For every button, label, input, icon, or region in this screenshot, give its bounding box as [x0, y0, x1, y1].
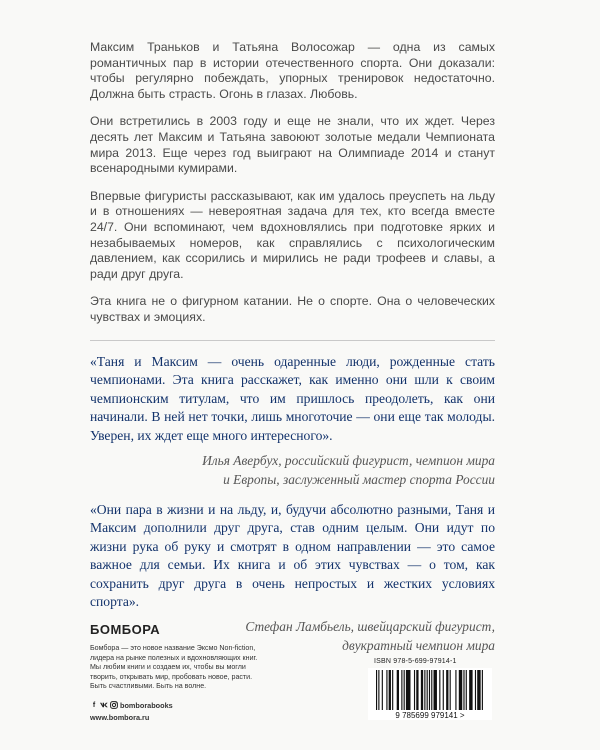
- social-links: [90, 701, 250, 710]
- barcode-bar: [414, 670, 415, 710]
- description-paragraph-3: Впервые фигуристы рассказывают, как им удалось преуспеть на льду и в отношениях — невероятная задача для тех, кто всегда вместе 24/7. Они вспоминают, чем вдохновлялись при подготовке ярких и незабываемых номеров, как справлялись с психологическим давлением, как ссорились и мирились не ради трофеев и славы, а ради друг друга.: [90, 188, 495, 281]
- barcode-bar: [382, 670, 383, 710]
- barcode-bar: [446, 670, 448, 710]
- barcode-block: [368, 658, 494, 720]
- barcode-bar: [404, 670, 405, 710]
- barcode-bar: [463, 670, 464, 710]
- barcode-bar: [378, 670, 379, 710]
- review-author-averbukh: [90, 451, 495, 489]
- barcode-bar: [477, 670, 480, 710]
- barcode-bar: [466, 670, 467, 710]
- description-paragraph-2: Они встретились в 2003 году и еще не знали, что их ждет. Через десять лет Максим и Татьяна завоюют золотые медали Чемпионата мира 2013. Еще через год выиграют на Олимпиаде 2014 и станут всенародными кумирами.: [90, 114, 495, 176]
- publisher-description-line: Мы любим книги и создаем их, чтобы вы могли: [90, 663, 246, 672]
- publisher-block: [90, 622, 258, 722]
- barcode-image: [368, 668, 492, 720]
- barcode-bar: [434, 670, 437, 710]
- description-paragraph-4: Эта книга не о фигурном катании. Не о спорте. Она о человеческих чувствах и эмоциях.: [90, 294, 495, 324]
- publisher-logo: БОМБОРА: [90, 622, 161, 637]
- social-handle: bomborabooks: [120, 700, 173, 710]
- barcode-bar: [376, 670, 377, 710]
- barcode-bar: [475, 670, 476, 710]
- barcode-bar: [397, 670, 399, 710]
- barcode-bar: [431, 670, 432, 710]
- instagram-icon: [110, 701, 118, 709]
- publisher-description-line: лидера на рынке полезных и вдохновляющих книг.: [90, 653, 258, 662]
- review-author-line: Стефан Ламбьель, швейцарский фигурист,: [245, 619, 495, 635]
- barcode-bar: [392, 670, 393, 710]
- barcode-bar: [429, 670, 430, 710]
- review-quote-lambiel: «Они пара в жизни и на льду, и, будучи абсолютно разными, Таня и Максим дополнили друг друга, став одним целым. Они идут по жизни рука об руку и смотрят в одном направлении — это самое важное для семьи. Их книга и об этих чувствах — о том, как сохранить друг друга в очень непростых и жестких условиях спорта».: [90, 502, 495, 610]
- description-paragraph-1: Максим Траньков и Татьяна Волосожар — одна из самых романтичных пар в истории отечественного спорта. Они доказали: чтобы регулярно побеждать, упорных тренировок недостаточно. Должна быть страсть. Огонь в глазах. Любовь.: [90, 40, 495, 101]
- publisher-website: www.bombora.ru: [90, 712, 150, 722]
- publisher-description-line: Бомбора — это новое название Эксмо Non-fiction,: [90, 644, 256, 652]
- barcode-bar: [455, 670, 456, 710]
- barcode-bar: [439, 670, 440, 710]
- barcode-bar: [443, 670, 444, 710]
- book-description: [90, 40, 495, 338]
- publisher-description: [90, 644, 258, 692]
- barcode-bar: [416, 670, 418, 710]
- barcode-bar: [389, 670, 391, 710]
- publisher-description-line: Быть счастливыми. Быть на волне.: [90, 682, 207, 691]
- barcode-bar: [469, 670, 472, 710]
- review-author-line: двукратный чемпион мира: [342, 638, 495, 654]
- vk-icon: [100, 701, 108, 709]
- barcode-bar: [406, 670, 411, 710]
- section-divider: [90, 340, 495, 341]
- barcode-bar: [424, 670, 425, 710]
- isbn-label: ISBN 978-5-699-97914-1: [374, 658, 457, 665]
- review-quote-averbukh: «Таня и Максим — очень одаренные люди, рожденные стать чемпионами. Эта книга расскажет, как именно они шли к своим чемпионским титулам, что им пришлось преодолеть, как они начинали. В ней нет точки, лишь многоточие — они еще так молоды. Уверен, их ждет еще много интересного».: [90, 354, 495, 443]
- reviews-section: [90, 353, 495, 667]
- barcode-bar: [482, 670, 483, 710]
- barcode-bar: [401, 670, 402, 710]
- facebook-icon: f: [92, 701, 96, 709]
- publisher-description-line: творить, открывать мир, пробовать новое, расти.: [90, 672, 253, 681]
- barcode-bar: [459, 670, 462, 710]
- barcode-bar: [427, 670, 428, 710]
- review-author-line: и Европы, заслуженный мастер спорта России: [223, 472, 495, 488]
- barcode-digits: 9 785699 979141 >: [395, 711, 465, 720]
- barcode-bar: [421, 670, 423, 710]
- review-author-line: Илья Авербух, российский фигурист, чемпион мира: [202, 453, 495, 469]
- barcode-bar: [450, 670, 451, 710]
- barcode-bar: [386, 670, 387, 710]
